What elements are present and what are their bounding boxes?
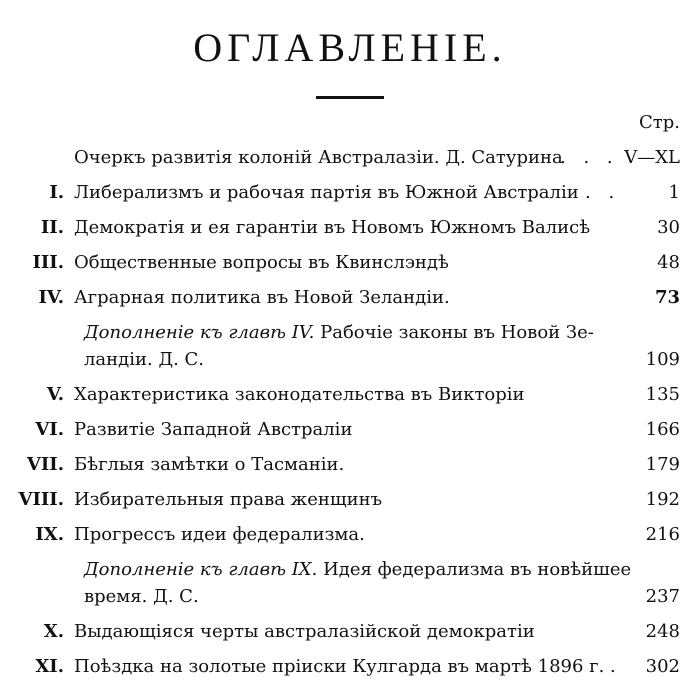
entry-text: Демократія и ея гарантіи въ Новомъ Южномъ Валисѣ — [74, 217, 591, 238]
entry-page: 237 — [645, 586, 680, 607]
entry-text-wrap — [84, 557, 631, 583]
entry-number: III. — [32, 252, 64, 273]
toc-entry-9 — [0, 522, 700, 548]
entry-number: XI. — [35, 656, 64, 677]
entry-page: 135 — [645, 384, 680, 405]
entry-page: 1 — [668, 182, 680, 203]
page-column-label: Стр. — [639, 112, 680, 133]
toc-entry-4-supplement — [0, 320, 700, 346]
entry-number: V. — [46, 384, 64, 405]
entry-number: X. — [43, 621, 64, 642]
entry-text-wrap — [84, 320, 594, 346]
entry-number: VIII. — [18, 489, 64, 510]
entry-text-italic: Дополненіе къ главѣ IX. — [84, 559, 318, 580]
entry-page: 179 — [645, 454, 680, 475]
toc-entry-intro — [0, 145, 700, 171]
entry-page: V—XL — [624, 147, 680, 168]
entry-page: 248 — [645, 621, 680, 642]
entry-number: VII. — [26, 454, 64, 475]
entry-text: Поѣздка на золотые пріиски Кулгарда въ мартѣ 1896 г. — [74, 656, 605, 677]
entry-page: 166 — [645, 419, 680, 440]
toc-entry-4 — [0, 285, 700, 311]
entry-page: 302 — [645, 656, 680, 677]
entry-text: Прогрессъ идеи федерализма. — [74, 524, 365, 545]
entry-text: время. Д. С. — [84, 586, 199, 607]
entry-page: 48 — [657, 252, 680, 273]
entry-dots: . — [610, 656, 622, 677]
entry-text: Очеркъ развитія колоній Австралазіи. Д. Сатурина — [74, 147, 563, 168]
toc-entry-3 — [0, 250, 700, 276]
toc-entry-7 — [0, 452, 700, 478]
entry-page: 73 — [654, 287, 680, 308]
page-title: ОГЛАВЛЕНІЕ. — [193, 25, 507, 70]
entry-text: Выдающіяся черты австралазійской демократіи — [74, 621, 535, 642]
entry-text: Общественные вопросы въ Квинслэндѣ — [74, 252, 449, 273]
entry-text: Характеристика законодательства въ Викторіи — [74, 384, 525, 405]
entry-text: Аграрная политика въ Новой Зеландіи. — [74, 287, 450, 308]
entry-page: 109 — [645, 349, 680, 370]
toc-entry-4-supplement-cont — [0, 347, 700, 373]
entry-text-italic: Дополненіе къ главѣ IV. — [84, 322, 315, 343]
entry-number: VI. — [35, 419, 64, 440]
entry-text: ландіи. Д. С. — [84, 349, 205, 370]
entry-page: 216 — [645, 524, 680, 545]
entry-number: IX. — [35, 524, 64, 545]
entry-text: Избирательныя права женщинъ — [74, 489, 383, 510]
toc-entry-8 — [0, 487, 700, 513]
toc-entry-6 — [0, 417, 700, 443]
entry-text: Рабочіе законы въ Новой Зе- — [314, 322, 594, 343]
toc-entry-1 — [0, 180, 700, 206]
toc-entry-9-supplement — [0, 557, 700, 583]
entry-number: II. — [40, 217, 64, 238]
entry-text: Идея федерализма въ новѣйшее — [317, 559, 632, 580]
toc-entry-2 — [0, 215, 700, 241]
entry-dots: . . — [585, 182, 621, 203]
entry-number: I. — [49, 182, 64, 203]
toc-entry-5 — [0, 382, 700, 408]
entry-text: Развитіе Западной Австраліи — [74, 419, 353, 440]
entry-text: Либерализмъ и рабочая партія въ Южной Австраліи — [74, 182, 579, 203]
entry-number: IV. — [38, 287, 64, 308]
entry-dots: . . . — [560, 147, 619, 168]
toc-entry-11 — [0, 654, 700, 680]
entry-page: 192 — [645, 489, 680, 510]
toc-entry-9-supplement-cont — [0, 584, 700, 610]
toc-entry-10 — [0, 619, 700, 645]
entry-text: Бѣглыя замѣтки о Тасманіи. — [74, 454, 345, 475]
entry-page: 30 — [657, 217, 680, 238]
title-divider — [316, 96, 384, 99]
